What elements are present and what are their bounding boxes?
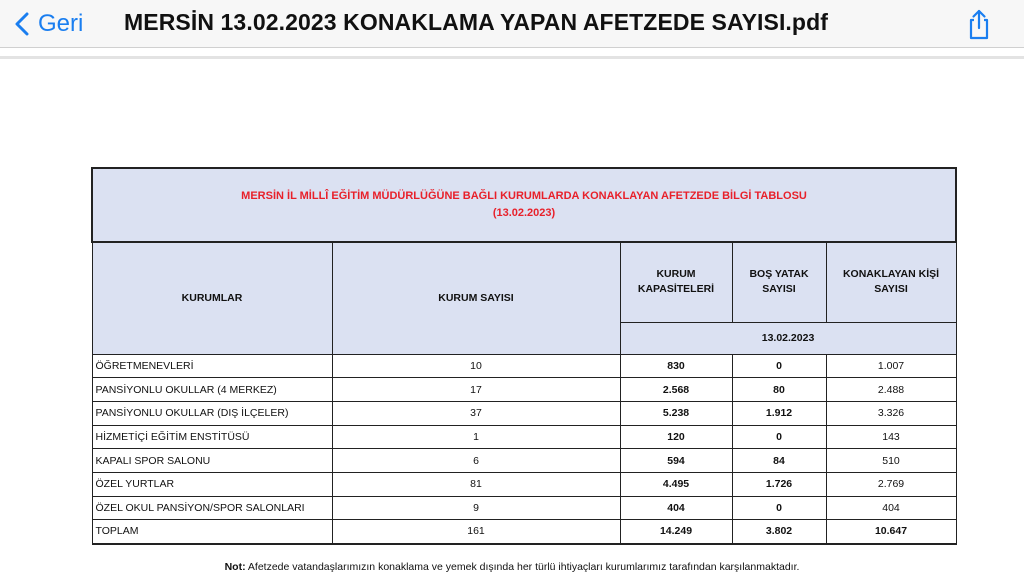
row-name: ÖZEL YURTLAR (92, 472, 332, 496)
header-kapasite (620, 242, 732, 322)
row-empty: 84 (732, 449, 826, 473)
table-title-cell (92, 168, 956, 242)
header-kapasite-line2: KAPASİTELERİ (637, 283, 715, 296)
row-empty: 1.912 (732, 401, 826, 425)
footnote (0, 561, 1024, 573)
row-capacity: 5.238 (620, 401, 732, 425)
header-bos-line2: SAYISI (762, 283, 796, 296)
row-name: ÖĞRETMENEVLERİ (92, 354, 332, 378)
header-kapasite-line1: KURUM (656, 268, 696, 281)
header-date: 13.02.2023 (620, 322, 956, 354)
row-guests: 3.326 (826, 401, 956, 425)
row-count: 37 (332, 401, 620, 425)
row-empty: 1.726 (732, 472, 826, 496)
table-row (92, 401, 956, 425)
total-name: TOPLAM (92, 520, 332, 544)
afetzede-info-table (91, 167, 957, 545)
row-empty: 0 (732, 496, 826, 520)
header-row (92, 242, 956, 322)
document-title: MERSİN 13.02.2023 KONAKLAMA YAPAN AFETZEDE SAYISI.pdf (124, 9, 828, 35)
navigation-bar (0, 0, 1024, 48)
header-bos-yatak (732, 242, 826, 322)
pdf-page[interactable] (0, 60, 1024, 576)
row-count: 10 (332, 354, 620, 378)
total-count: 161 (332, 520, 620, 544)
header-konak-line1: KONAKLAYAN KİŞİ (842, 268, 940, 281)
row-capacity: 404 (620, 496, 732, 520)
row-guests: 2.769 (826, 472, 956, 496)
footnote-label: Not: (224, 561, 246, 573)
total-empty: 3.802 (732, 520, 826, 544)
row-count: 9 (332, 496, 620, 520)
header-kurum-sayisi: KURUM SAYISI (332, 242, 620, 354)
header-bos-line1: BOŞ YATAK (749, 268, 809, 281)
row-capacity: 594 (620, 449, 732, 473)
row-guests: 2.488 (826, 378, 956, 402)
table-date-title: (13.02.2023) (492, 207, 556, 219)
header-kurumlar: KURUMLAR (92, 242, 332, 354)
header-konak-line2: SAYISI (874, 283, 908, 296)
row-capacity: 120 (620, 425, 732, 449)
row-count: 6 (332, 449, 620, 473)
total-row (92, 520, 956, 544)
row-empty: 80 (732, 378, 826, 402)
row-capacity: 830 (620, 354, 732, 378)
row-guests: 143 (826, 425, 956, 449)
total-guests: 10.647 (826, 520, 956, 544)
table-title: MERSİN İL MİLLÎ EĞİTİM MÜDÜRLÜĞÜNE BAĞLI KURUMLARDA KONAKLAYAN AFETZEDE BİLGİ TABLOSU (241, 190, 807, 202)
row-capacity: 4.495 (620, 472, 732, 496)
row-count: 1 (332, 425, 620, 449)
share-button[interactable] (964, 8, 994, 40)
row-name: PANSİYONLU OKULLAR (4 MERKEZ) (92, 378, 332, 402)
footnote-text: Afetzede vatandaşlarımızın konaklama ve yemek dışında her türlü ihtiyaçları kurumlarımız tarafından karşılanmaktadır. (245, 561, 800, 573)
table-row (92, 472, 956, 496)
back-button[interactable] (14, 6, 83, 42)
row-empty: 0 (732, 425, 826, 449)
row-capacity: 2.568 (620, 378, 732, 402)
row-name: HİZMETİÇİ EĞİTİM ENSTİTÜSÜ (92, 425, 332, 449)
row-empty: 0 (732, 354, 826, 378)
table-row (92, 496, 956, 520)
row-guests: 404 (826, 496, 956, 520)
table-title-row (92, 168, 956, 242)
table-row (92, 449, 956, 473)
row-guests: 1.007 (826, 354, 956, 378)
table-row (92, 425, 956, 449)
toolbar-divider (0, 56, 1024, 59)
row-count: 81 (332, 472, 620, 496)
back-label: Geri (38, 10, 84, 37)
table-row (92, 354, 956, 378)
share-icon (964, 8, 994, 40)
row-guests: 510 (826, 449, 956, 473)
chevron-left-icon (14, 12, 30, 36)
row-name: ÖZEL OKUL PANSİYON/SPOR SALONLARI (92, 496, 332, 520)
row-count: 17 (332, 378, 620, 402)
table-row (92, 378, 956, 402)
row-name: PANSİYONLU OKULLAR (DIŞ İLÇELER) (92, 401, 332, 425)
total-capacity: 14.249 (620, 520, 732, 544)
header-konaklayan (826, 242, 956, 322)
row-name: KAPALI SPOR SALONU (92, 449, 332, 473)
